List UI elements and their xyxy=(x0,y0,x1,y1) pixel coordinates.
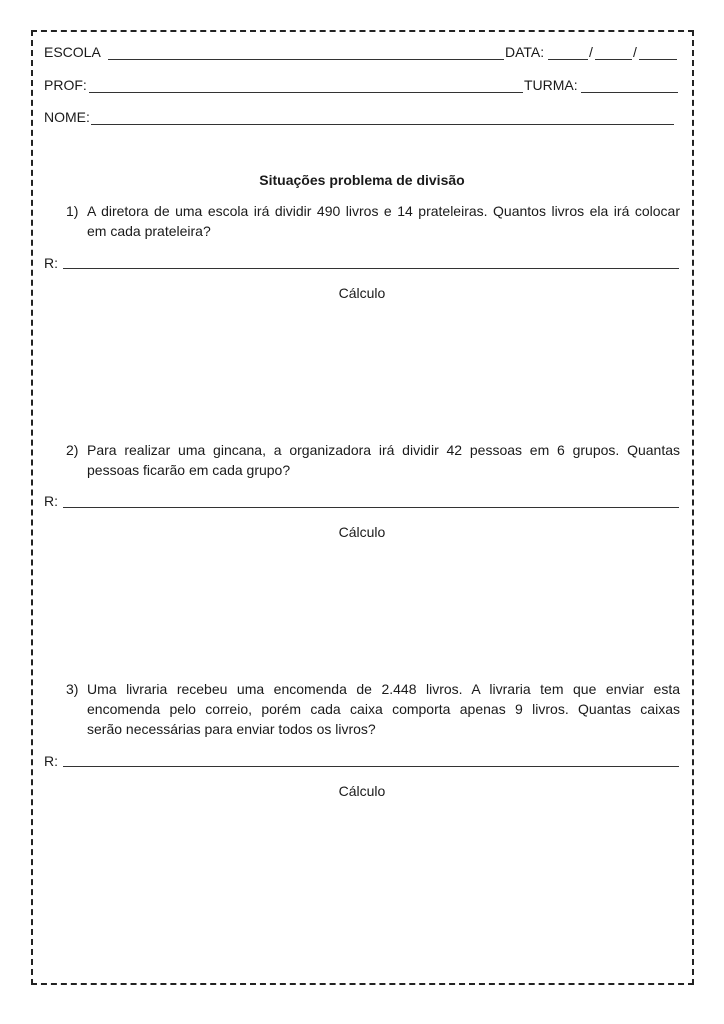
answer-label: R: xyxy=(44,255,58,271)
name-label: NOME: xyxy=(44,109,90,125)
class-field[interactable] xyxy=(581,92,678,93)
answer-label: R: xyxy=(44,493,58,509)
calc-label: Cálculo xyxy=(338,285,386,301)
school-label: ESCOLA xyxy=(44,44,101,60)
teacher-label: PROF: xyxy=(44,77,87,93)
answer-field-1[interactable] xyxy=(63,268,679,269)
teacher-field[interactable] xyxy=(89,92,523,93)
date-label: DATA: xyxy=(505,44,545,60)
name-field[interactable] xyxy=(91,124,674,125)
question-text-line: Para realizar uma gincana, a organizadora irá dividir 42 pessoas em 6 grupos. Quantas xyxy=(87,442,680,458)
question-number: 2) xyxy=(66,442,79,458)
answer-field-2[interactable] xyxy=(63,507,679,508)
date-year-field[interactable] xyxy=(639,59,677,60)
calc-area-2[interactable] xyxy=(44,545,680,669)
question-text-line: Uma livraria recebeu uma encomenda de 2.448 livros. A livraria tem que enviar esta xyxy=(87,681,680,697)
question-1 xyxy=(66,201,680,241)
answer-label: R: xyxy=(44,753,58,769)
answer-field-3[interactable] xyxy=(63,766,679,767)
question-text-line: pessoas ficarão em cada grupo? xyxy=(87,462,291,478)
date-day-field[interactable] xyxy=(548,59,588,60)
question-text-line: A diretora de uma escola irá dividir 490 livros e 14 prateleiras. Quantos livros ela irá colocar xyxy=(87,203,680,219)
calc-label: Cálculo xyxy=(338,783,386,799)
calc-label: Cálculo xyxy=(338,524,386,540)
question-3 xyxy=(66,679,680,739)
question-2 xyxy=(66,440,680,480)
question-text-line: encomenda pelo correio, porém cada caixa comporta apenas 9 livros. Quantas caixas xyxy=(87,701,680,717)
date-month-field[interactable] xyxy=(595,59,632,60)
question-text-line: serão necessárias para enviar todos os livros? xyxy=(87,721,376,737)
date-separator: / xyxy=(589,44,593,60)
date-separator: / xyxy=(633,44,637,60)
calc-area-3[interactable] xyxy=(44,804,680,974)
question-text-line: em cada prateleira? xyxy=(87,223,211,239)
worksheet-title: Situações problema de divisão xyxy=(259,172,465,188)
question-number: 3) xyxy=(66,681,79,697)
question-number: 1) xyxy=(66,203,79,219)
calc-area-1[interactable] xyxy=(44,306,680,430)
school-field[interactable] xyxy=(108,59,504,60)
class-label: TURMA: xyxy=(524,77,578,93)
